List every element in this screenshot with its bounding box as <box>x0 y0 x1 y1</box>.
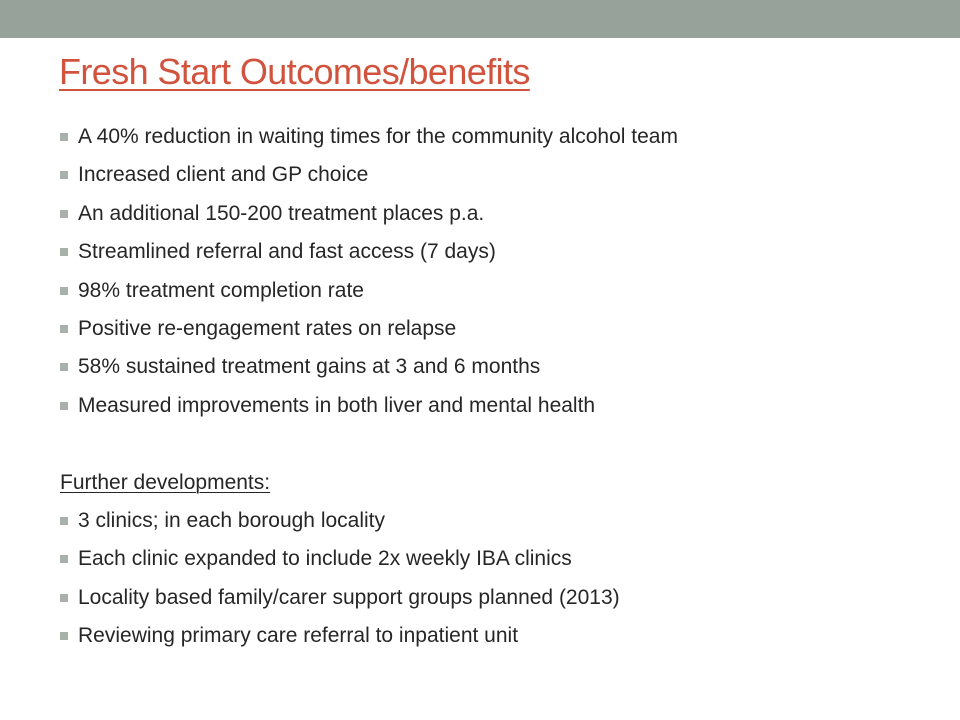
slide-content <box>60 118 940 655</box>
list-item-text: A 40% reduction in waiting times for the community alcohol team <box>78 125 678 148</box>
list-item <box>60 118 940 156</box>
list-item-text: Positive re-engagement rates on relapse <box>78 316 457 340</box>
list-item-text: An additional 150-200 treatment places p.a. <box>78 201 485 225</box>
list-item-text: Reviewing primary care referral to inpatient unit <box>78 624 519 648</box>
square-bullet-icon <box>60 248 68 256</box>
list-item <box>60 387 940 425</box>
list-item <box>60 502 940 540</box>
list-item <box>60 272 940 310</box>
square-bullet-icon <box>60 632 68 640</box>
list-item <box>60 348 940 386</box>
further-developments-heading: Further developments: <box>60 470 271 494</box>
list-item <box>60 310 940 348</box>
top-accent-bar <box>0 0 960 38</box>
section-spacer <box>60 425 940 463</box>
list-item <box>60 540 940 578</box>
list-item-text: Streamlined referral and fast access (7 days) <box>78 240 496 264</box>
list-item <box>60 617 940 655</box>
square-bullet-icon <box>60 594 68 602</box>
list-item <box>60 195 940 233</box>
list-item <box>60 156 940 194</box>
list-item-text: Increased client and GP choice <box>78 163 369 187</box>
square-bullet-icon <box>60 363 68 371</box>
square-bullet-icon <box>60 402 68 410</box>
list-item-text: 98% treatment completion rate <box>78 278 364 302</box>
square-bullet-icon <box>60 171 68 179</box>
list-item-text: Locality based family/carer support groups planned (2013) <box>78 585 620 609</box>
square-bullet-icon <box>60 325 68 333</box>
list-item-text: 3 clinics; in each borough locality <box>78 508 386 532</box>
list-item <box>60 233 940 271</box>
square-bullet-icon <box>60 287 68 295</box>
list-item-text: Each clinic expanded to include 2x weekly IBA clinics <box>78 547 572 571</box>
square-bullet-icon <box>60 517 68 525</box>
list-item-text: Measured improvements in both liver and mental health <box>78 393 596 417</box>
further-developments-list <box>60 502 940 656</box>
slide-title: Fresh Start Outcomes/benefits <box>59 51 530 92</box>
list-item <box>60 579 940 617</box>
outcomes-list <box>60 118 940 425</box>
square-bullet-icon <box>60 133 68 141</box>
square-bullet-icon <box>60 210 68 218</box>
list-item-text: 58% sustained treatment gains at 3 and 6 months <box>78 355 541 379</box>
square-bullet-icon <box>60 555 68 563</box>
